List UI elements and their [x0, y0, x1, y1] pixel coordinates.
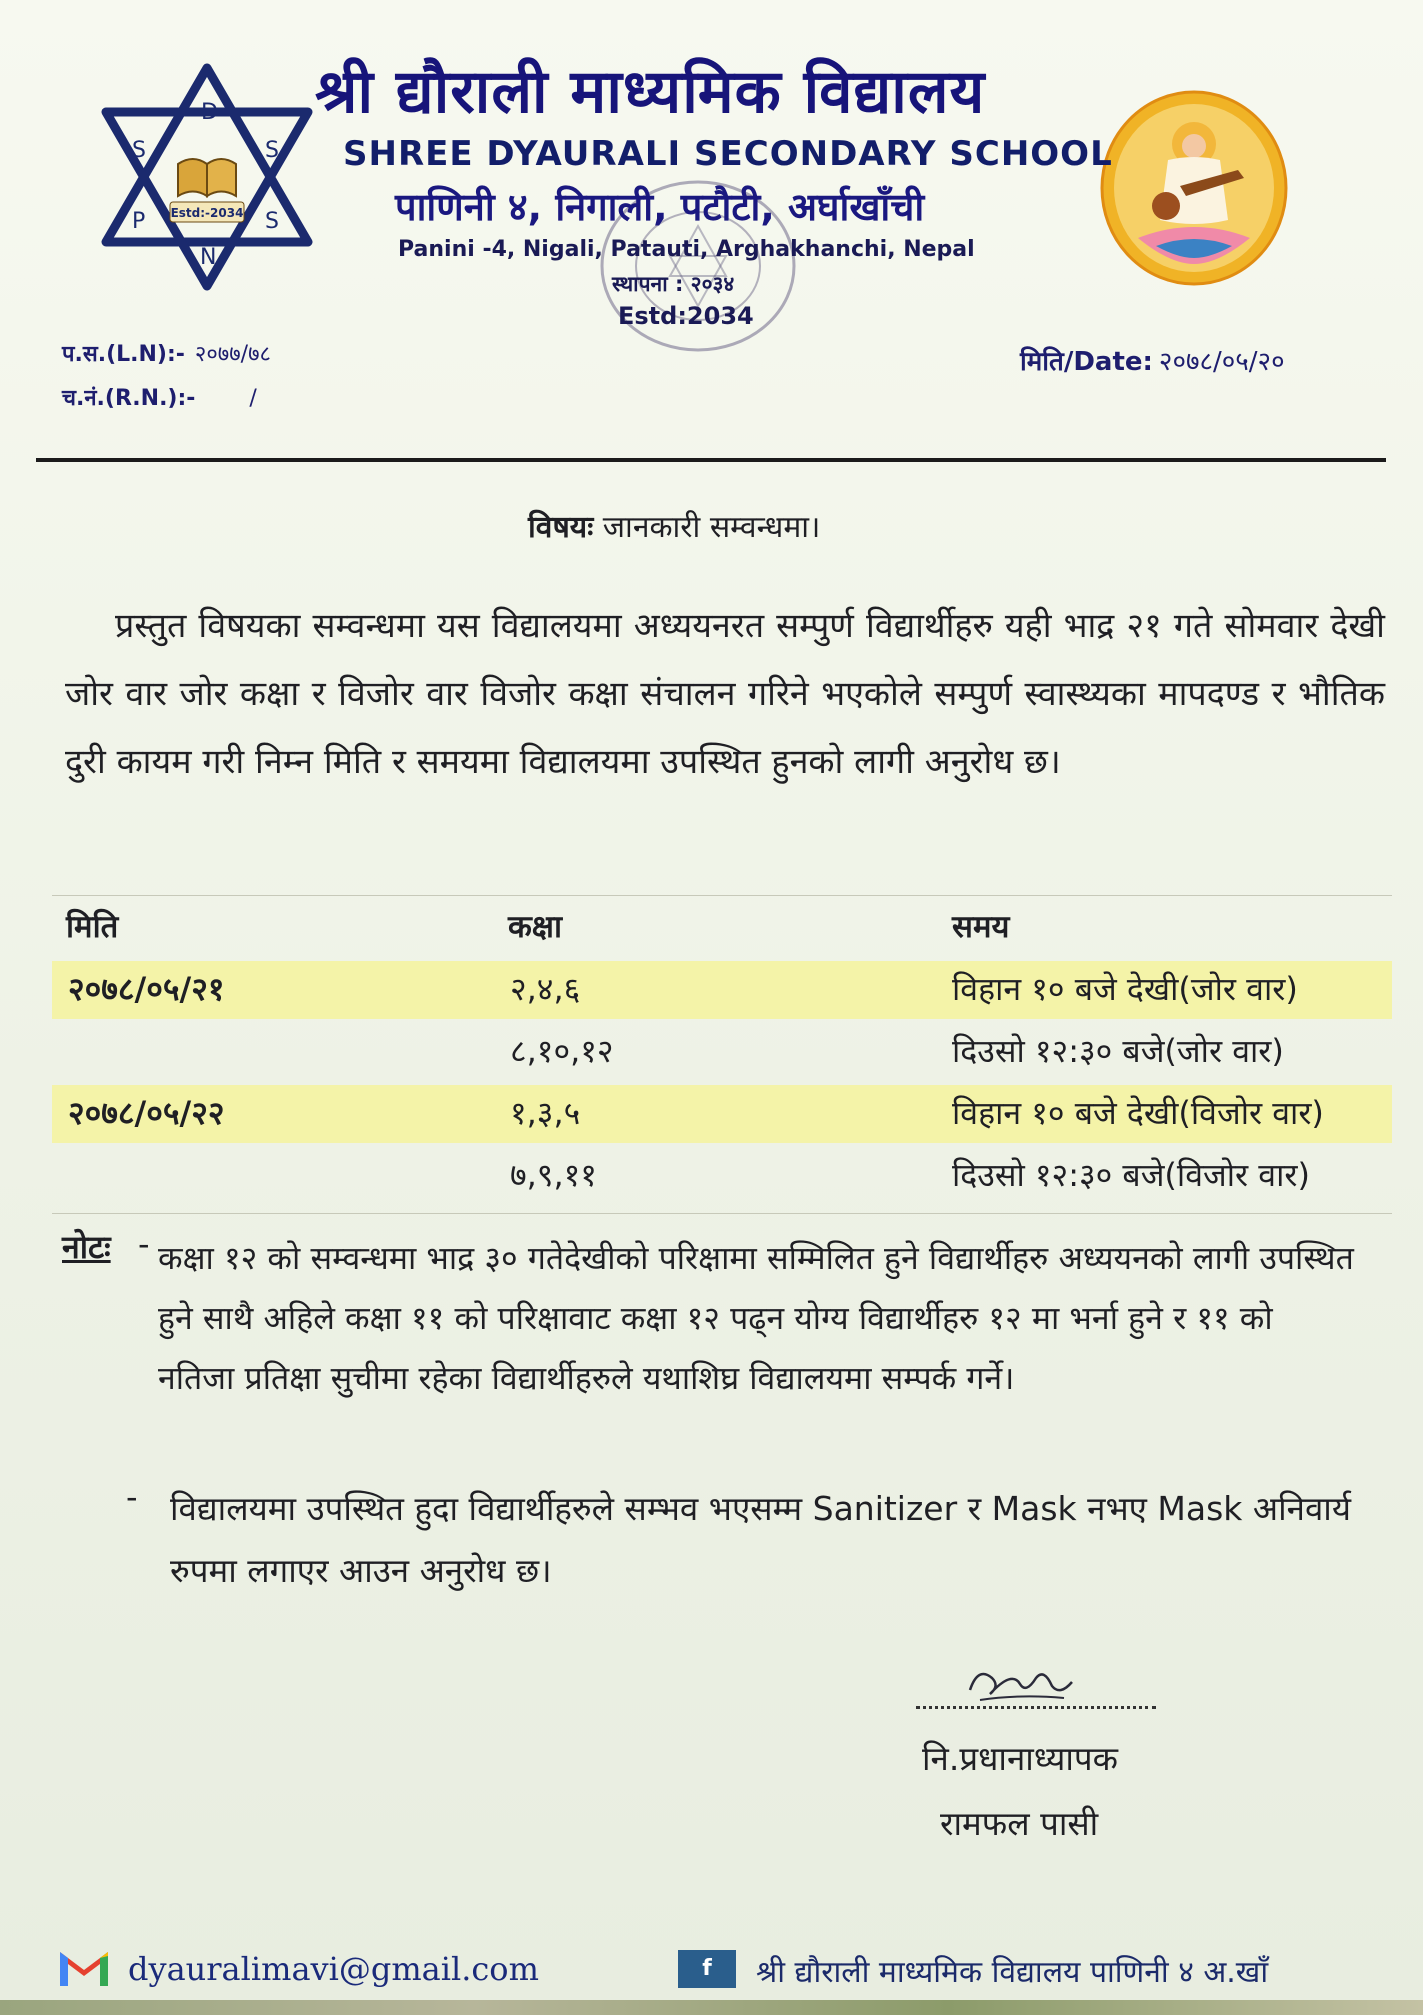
row-classes: ८,१०,१२	[510, 1032, 614, 1070]
signatory-name: रामफल पासी	[940, 1804, 1099, 1843]
table-row	[52, 1023, 1392, 1081]
logo-letter: S	[265, 209, 279, 234]
note-text-1: कक्षा १२ को सम्वन्धमा भाद्र ३० गतेदेखीको परिक्षामा सम्मिलित हुने विद्यार्थीहरु अध्ययनको लागी उपस्थित हुने साथै अहिले कक्षा ११ को परिक्षावाट कक्षा १२ पढ्न योग्य विद्यार्थीहरु १२ मा भर्ना हुने र ११ को नतिजा प्रतिक्षा सुचीमा रहेका विद्यार्थीहरुले यथाशिघ्र विद्यालयमा सम्पर्क गर्ने।	[158, 1239, 1354, 1397]
logo-letter: S	[265, 138, 279, 163]
logo-letter: N	[200, 245, 217, 270]
body-paragraph: प्रस्तुत विषयका सम्वन्धमा यस विद्यालयमा अध्ययनरत सम्पुर्ण विद्यार्थीहरु यही भाद्र २१ गते सोमवार देखी जोर वार जोर कक्षा र विजोर वार विजोर कक्षा संचालन गरिने भएकोले सम्पुर्ण स्वास्थ्यका मापदण्ड र भौतिक दुरी कायम गरी निम्न मिति र समयमा विद्यालयमा उपस्थित हुनको लागी अनुरोध छ।	[65, 606, 1385, 782]
background-edge	[0, 2000, 1423, 2015]
school-logo	[100, 62, 315, 292]
signatory-title: नि.प्रधानाध्यापक	[922, 1739, 1119, 1778]
table-top-rule	[52, 895, 1392, 896]
letter-number	[62, 338, 271, 368]
contact-email[interactable]: dyauralimavi@gmail.com	[128, 1950, 539, 1988]
row-time: विहान १० बजे देखी(जोर वार)	[952, 970, 1298, 1008]
reference-number-label: च.नं.(R.N.):-	[62, 386, 196, 411]
reference-number	[62, 382, 257, 412]
column-header-time: समय	[952, 909, 1010, 945]
letter-number-value: २०७७/७८	[194, 342, 271, 367]
letter-number-label: प.स.(L.N):-	[62, 342, 185, 367]
row-classes: २,४,६	[510, 970, 581, 1008]
school-name-nepali: श्री द्यौराली माध्यमिक विद्यालय	[315, 57, 986, 127]
logo-letter: S	[132, 138, 146, 163]
row-classes: ७,९,११	[510, 1156, 597, 1194]
signature-line	[916, 1706, 1156, 1709]
note-text-2: विद्यालयमा उपस्थित हुदा विद्यार्थीहरुले सम्भव भएसम्म Sanitizer र Mask नभए Mask अनिवार्य रुपमा लगाएर आउन अनुरोध छ।	[170, 1489, 1351, 1590]
row-time: दिउसो १२:३० बजे(विजोर वार)	[952, 1156, 1310, 1194]
established-nepali: स्थापना : २०३४	[612, 272, 735, 296]
logo-letter: D	[201, 100, 218, 125]
row-classes: १,३,५	[510, 1094, 581, 1132]
signature-scribble	[960, 1660, 1080, 1708]
table-row	[52, 961, 1392, 1019]
facebook-page-name[interactable]: श्री द्यौराली माध्यमिक विद्यालय पाणिनी ४ अ.खाँ	[756, 1955, 1269, 1990]
gmail-icon	[56, 1946, 112, 1988]
table-row	[52, 1085, 1392, 1143]
book-icon	[178, 159, 236, 196]
column-header-class: कक्षा	[508, 909, 563, 945]
column-header-date: मिति	[66, 909, 119, 945]
letter-date	[1020, 342, 1285, 378]
row-date: २०७८/०५/२१	[68, 970, 225, 1008]
saraswati-emblem	[1098, 88, 1290, 288]
logo-estd: Estd:-2034	[170, 206, 244, 220]
reference-number-value: /	[249, 386, 257, 411]
date-label: मिति/Date:	[1020, 347, 1153, 377]
row-time: दिउसो १२:३० बजे(जोर वार)	[952, 1032, 1284, 1070]
address-english: Panini -4, Nigali, Patauti, Arghakhanchi, Nepal	[398, 237, 975, 262]
facebook-icon[interactable]: f	[678, 1950, 736, 1988]
table-bottom-rule	[52, 1213, 1392, 1214]
subject-line	[528, 505, 820, 546]
row-time: विहान १० बजे देखी(विजोर वार)	[952, 1094, 1324, 1132]
established-english: Estd:2034	[618, 302, 754, 330]
address-nepali: पाणिनी ४, निगाली, पटौटी, अर्घाखाँची	[395, 185, 925, 229]
header-divider	[36, 458, 1386, 462]
table-row	[52, 1147, 1392, 1205]
subject-label: विषयः	[528, 510, 594, 545]
logo-letter: P	[132, 209, 146, 234]
row-date: २०७८/०५/२२	[68, 1094, 225, 1132]
note-bullet: -	[138, 1225, 150, 1263]
date-value: २०७८/०५/२०	[1158, 347, 1285, 377]
subject-text: जानकारी सम्वन्धमा।	[602, 510, 821, 545]
school-name-english: SHREE DYAURALI SECONDARY SCHOOL	[343, 134, 1113, 174]
note-label: नोटः	[62, 1228, 111, 1266]
note-bullet: -	[126, 1478, 138, 1516]
